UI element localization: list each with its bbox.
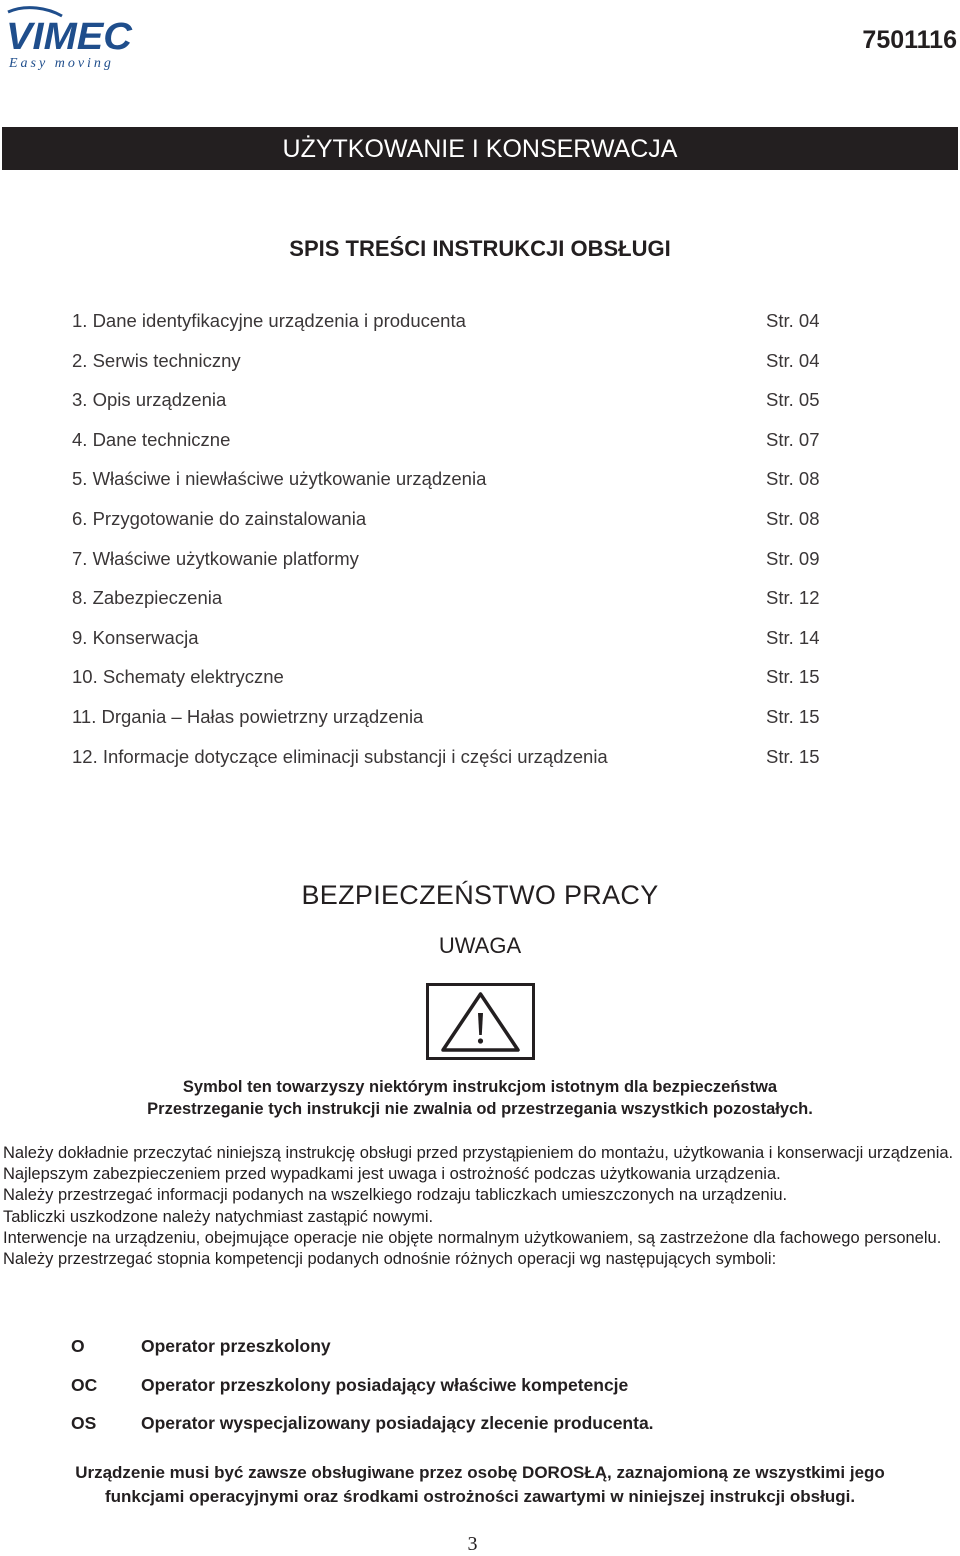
toc-item [72,745,824,785]
toc-item [72,626,824,666]
toc-item-label: 11. Drgania – Hałas powietrzny urządzenia [72,705,424,727]
toc-item-page: Str. 08 [766,507,820,529]
instruction-paragraph: Należy przestrzegać informacji podanych na wszelkiego rodzaju tabliczkach umieszczonych na urządzeniu. [3,1186,788,1205]
instruction-paragraph: Należy przestrzegać stopnia kompetencji podanych odnośnie różnych operacji wg następujących symboli: [3,1250,777,1269]
safety-instructions [3,1143,959,1270]
document-code: 7501116 [862,26,957,54]
toc-item [72,309,824,349]
toc-item-label: 9. Konserwacja [72,626,199,648]
logo-wordmark: VIMEC [6,16,133,58]
legend-desc: Operator wyspecjalizowany posiadający zlecenie producenta. [141,1413,654,1434]
toc-item-label: 1. Dane identyfikacyjne urządzenia i producenta [72,310,466,331]
final-note-line-2: funkcjami operacyjnymi oraz środkami ostrożności zawartymi w niniejszej instrukcji obsługi. [104,1487,856,1506]
toc-item-label: 8. Zabezpieczenia [72,587,223,609]
exclamation-dot [478,1038,483,1043]
toc-item-page: Str. 15 [766,666,820,688]
logo-tagline: Easy moving [9,56,114,71]
symbol-note-line-2: Przestrzeganie tych instrukcji nie zwalnia od przestrzegania wszystkich pozostałych. [147,1100,813,1118]
toc-item-label: 5. Właściwe i niewłaściwe użytkowanie urządzenia [72,468,487,490]
toc-title: SPIS TREŚCI INSTRUKCJI OBSŁUGI [289,236,671,261]
warning-label: UWAGA [438,933,522,958]
page-number: 3 [467,1533,478,1555]
toc-item [72,507,824,547]
toc-item-label: 3. Opis urządzenia [72,389,227,411]
legend-code: OS [71,1413,97,1434]
toc-item [72,388,824,428]
safety-title: BEZPIECZEŃSTWO PRACY [301,880,659,910]
legend-code: O [71,1336,85,1356]
warning-triangle-icon [426,983,535,1060]
toc-item-page: Str. 12 [766,587,820,609]
toc-item [72,705,824,745]
toc-item-label: 12. Informacje dotyczące eliminacji substancji i części urządzenia [72,745,608,767]
toc-item-page: Str. 07 [766,428,820,450]
legend-desc: Operator przeszkolony [141,1336,331,1356]
toc-item [72,428,824,468]
legend-desc: Operator przeszkolony posiadający właściwe kompetencje [141,1374,629,1395]
toc-item-page: Str. 14 [766,626,820,648]
toc-item [72,665,824,705]
toc-item-page: Str. 04 [766,310,820,331]
instruction-paragraph: Interwencje na urządzeniu, obejmujące operacje nie objęte normalnym użytkowaniem, są zastrzeżone dla fachowego personelu. [3,1228,942,1247]
toc-item [72,586,824,626]
toc-item [72,349,824,389]
final-note [0,1461,960,1509]
toc-list [72,309,824,784]
toc-item-label: 6. Przygotowanie do zainstalowania [72,507,367,529]
logo-swoosh [8,8,62,16]
final-note-line-1: Urządzenie musi być zawsze obsługiwane przez osobę DOROSŁĄ, zaznajomioną ze wszystkimi jego [75,1463,885,1482]
instruction-paragraph: Należy dokładnie przeczytać niniejszą instrukcję obsługi przed przystąpieniem do montażu, użytkowania i konserwacji urządzenia. [3,1144,954,1162]
toc-item-label: 4. Dane techniczne [72,428,231,450]
toc-item-page: Str. 08 [766,468,820,490]
toc-item-page: Str. 05 [766,389,820,411]
instruction-paragraph: Tabliczki uszkodzone należy natychmiast zastąpić nowymi. [3,1207,434,1226]
toc-item [72,547,824,587]
toc-item-page: Str. 15 [766,745,820,767]
toc-item-page: Str. 15 [766,705,820,727]
toc-item-label: 7. Właściwe użytkowanie platformy [72,547,359,569]
toc-item-page: Str. 04 [766,349,820,371]
symbol-note [0,1076,960,1120]
vimec-logo [6,6,136,72]
section-title-bar: UŻYTKOWANIE I KONSERWACJA [2,127,958,170]
toc-item-label: 10. Schematy elektryczne [72,666,284,688]
toc-item-page: Str. 09 [766,547,820,569]
toc-item [72,467,824,507]
instruction-paragraph: Najlepszym zabezpieczeniem przed wypadkami jest uwaga i ostrożność podczas użytkowania urządzenia. [3,1165,781,1184]
legend-code: OC [71,1374,98,1395]
symbol-note-line-1: Symbol ten towarzyszy niektórym instrukcjom istotnym dla bezpieczeństwa [182,1078,778,1096]
toc-item-label: 2. Serwis techniczny [72,349,241,371]
